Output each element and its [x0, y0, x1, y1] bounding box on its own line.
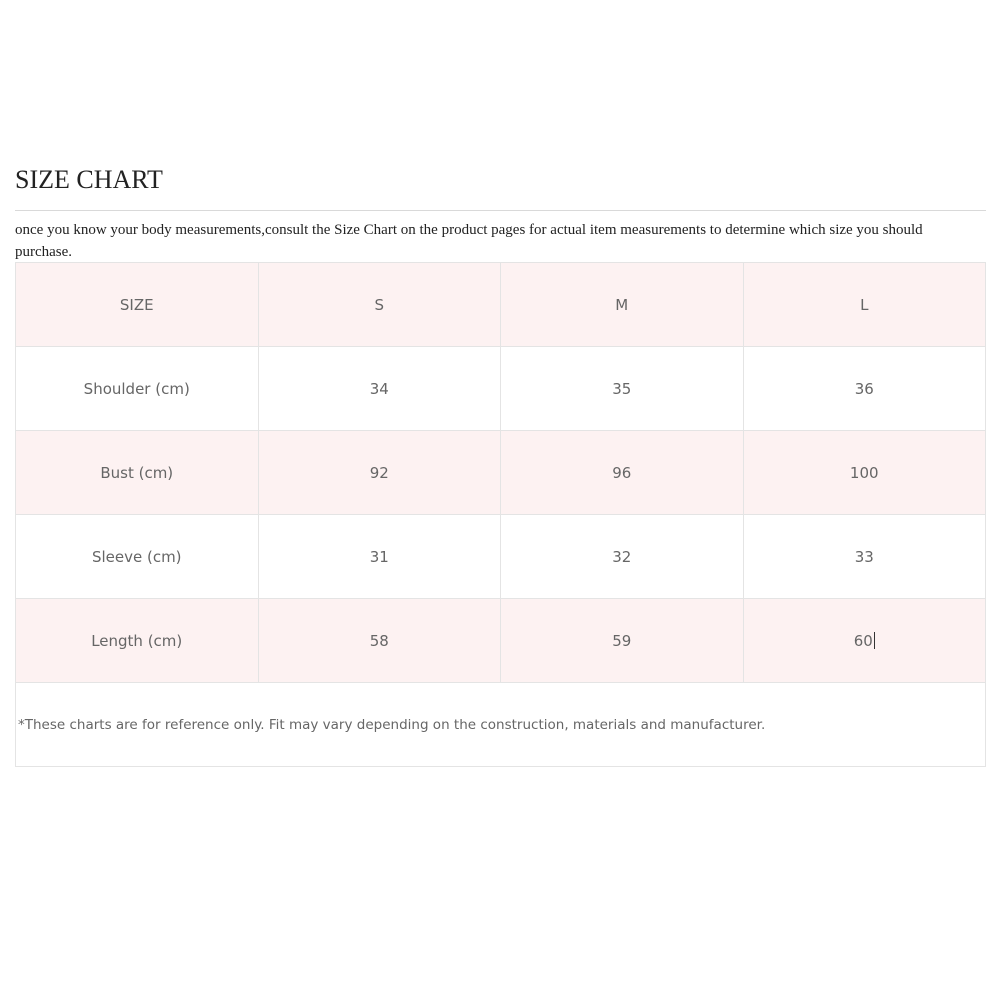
table-cell: 33: [743, 515, 986, 599]
table-cell: 58: [258, 599, 501, 683]
table-cell: 31: [258, 515, 501, 599]
table-cell: 92: [258, 431, 501, 515]
header-cell: M: [501, 263, 744, 347]
table-row: [16, 431, 986, 515]
text-cursor: [874, 632, 875, 649]
header-cell: S: [258, 263, 501, 347]
row-label-cell: Length (cm): [16, 599, 259, 683]
table-cell: 32: [501, 515, 744, 599]
title-divider: [15, 210, 986, 211]
footnote-row: [16, 683, 986, 767]
table-row: [16, 599, 986, 683]
header-cell: SIZE: [16, 263, 259, 347]
intro-text: once you know your body measurements,consult the Size Chart on the product pages for actual item measurements to determine which size you should purchase.: [15, 222, 923, 260]
size-chart-table: [15, 262, 986, 767]
editable-cell[interactable]: [743, 599, 986, 683]
table-cell: 36: [743, 347, 986, 431]
table-row: [16, 347, 986, 431]
row-label-cell: Shoulder (cm): [16, 347, 259, 431]
footnote-text: *These charts are for reference only. Fit may vary depending on the construction, materials and manufacturer.: [16, 683, 986, 767]
table-cell: 59: [501, 599, 744, 683]
table-cell: 100: [743, 431, 986, 515]
table-row: [16, 515, 986, 599]
table-cell: 34: [258, 347, 501, 431]
cell-value: 60: [853, 631, 873, 650]
row-label-cell: Bust (cm): [16, 431, 259, 515]
table-header-row: [16, 263, 986, 347]
table-cell: 35: [501, 347, 744, 431]
row-label-cell: Sleeve (cm): [16, 515, 259, 599]
header-cell: L: [743, 263, 986, 347]
table-cell: 96: [501, 431, 744, 515]
page-title: SIZE CHART: [15, 165, 163, 194]
